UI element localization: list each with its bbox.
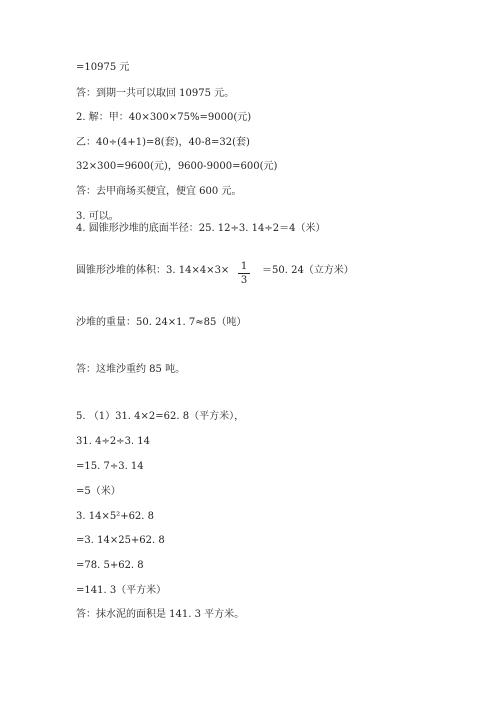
solution-4-weight: 沙堆的重量：50. 24×1. 7≈85（吨） <box>76 317 247 328</box>
solution-5-step-5: =3. 14×25+62. 8 <box>76 535 165 546</box>
fraction-numerator: 1 <box>240 261 248 272</box>
solution-4-volume: 圆锥形沙堆的体积：3. 14×4×3× <box>76 265 230 276</box>
solution-2-compare: 32×300=9600(元)，9600-9000=600(元) <box>76 161 278 172</box>
solution-5-part-1: 5. （1）31. 4×2=62. 8（平方米）， <box>76 411 245 422</box>
solution-2-store-a: 2. 解：甲：40×300×75%=9000(元) <box>76 112 252 123</box>
solution-5-step-6: =78. 5+62. 8 <box>76 560 144 571</box>
solution-4-volume-result: ＝50. 24（立方米） <box>262 265 354 276</box>
solution-5-step-2: =15. 7÷3. 14 <box>76 461 144 472</box>
answer-3: 3. 可以。 <box>76 211 119 222</box>
solution-2-store-b: 乙：40÷(4+1)=8(套)，40-8=32(套) <box>76 137 250 148</box>
solution-5-step-4: 3. 14×5²+62. 8 <box>76 511 155 522</box>
answer-1: 答：到期一共可以取回 10975 元。 <box>76 88 235 99</box>
fraction-bar <box>238 273 250 274</box>
result-total: =10975 元 <box>76 62 130 73</box>
answer-4: 答：这堆沙重约 85 吨。 <box>76 364 186 375</box>
fraction-denominator: 3 <box>240 275 248 286</box>
answer-2: 答：去甲商场买便宜，便宜 600 元。 <box>76 186 242 197</box>
solution-5-step-1: 31. 4÷2÷3. 14 <box>76 436 151 447</box>
fraction-one-third <box>238 261 250 286</box>
solution-4-radius: 4. 圆锥形沙堆的底面半径：25. 12÷3. 14÷2＝4（米） <box>76 223 326 234</box>
solution-5-step-7: =141. 3（平方米） <box>76 585 167 596</box>
answer-5: 答：抹水泥的面积是 141. 3 平方米。 <box>76 609 245 620</box>
solution-5-step-3: =5（米） <box>76 486 121 497</box>
